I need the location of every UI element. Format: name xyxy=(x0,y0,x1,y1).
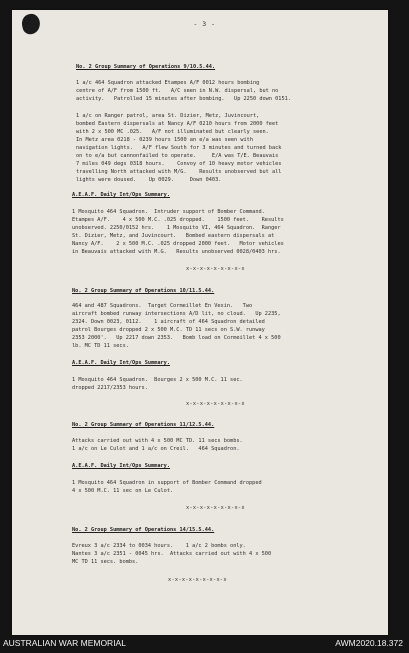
s5-line-2: 1 a/c on Le Culot and 1 a/c on Creil. 464 Squadron. xyxy=(72,446,240,452)
footer-accession-number: AWM2020.18.372 xyxy=(335,638,403,648)
s3-line-5: 2353 2000'. Up 2217 down 2353. Bomb load on Cormeillet 4 x 500 xyxy=(72,335,281,341)
s1-line-3: activity. Patrolled 15 minutes after bombing. Up 2250 down 0151. xyxy=(76,96,291,102)
s5-line-1: Attacks carried out with 4 x 500 MC TD. 11 secs bombs. xyxy=(72,438,243,444)
s1-p2-line-2: bombed Eastern dispersals at Nancy A/F 0210 hours from 2000 feet xyxy=(76,121,279,127)
separator: x-x-x-x-x-x-x-x-x xyxy=(186,505,245,511)
footer-institution: AUSTRALIAN WAR MEMORIAL xyxy=(3,638,126,648)
s7-line-3: MC TD 11 secs. bombs. xyxy=(72,559,139,565)
s4-line-1: 1 Mosquito 464 Squadron. Bourges 2 x 500 M.C. 11 sec. xyxy=(72,377,243,383)
separator: x-x-x-x-x-x-x-x-x xyxy=(186,401,245,407)
section-heading-aeaf-1: A.E.A.F. Daily Int/Ops Summary. xyxy=(72,192,170,198)
s1-p2-line-4: In Metz area 0218 - 0239 hours 1500 an e/a was seen with xyxy=(76,137,254,143)
s1-p2-line-9: lights were doused. Up 0029. Down 0403. xyxy=(76,177,222,183)
s1-p2-line-8: travelling North attacked with M/G. Results unobserved but all xyxy=(76,169,282,175)
s1-p2-line-1: 1 a/c on Ranger patrol, area St. Dizier, Metz, Juvincourt, xyxy=(76,113,260,119)
s3-line-2: aircraft bombed runway intersections A/D lit, no cloud. Up 2235, xyxy=(72,311,281,317)
s7-line-2: Nantes 3 a/c 2351 - 0045 hrs. Attacks carried out with 4 x 500 xyxy=(72,551,272,557)
section-heading-9-10-5-44: No. 2 Group Summary of Operations 9/10.5.44. xyxy=(76,64,216,70)
separator: x-x-x-x-x-x-x-x-x xyxy=(186,266,245,272)
section-heading-aeaf-3: A.E.A.F. Daily Int/Ops Summary. xyxy=(72,463,170,469)
s4-line-2: dropped 2217/2353 hours. xyxy=(72,385,148,391)
s2-line-6: in Beauvais attacked with M.G. Results unobserved 0028/0403 hrs. xyxy=(72,249,281,255)
section-heading-14-15-5-44: No. 2 Group Summary of Operations 14/15.5.44. xyxy=(72,527,215,533)
s1-p2-line-6: on to e/a but cannonfailed to operate. E/A was T/E. Beauvais xyxy=(76,153,279,159)
s3-line-1: 464 and 487 Squadrons. Target Cormeillet En Vexin. Two xyxy=(72,303,253,309)
s6-line-2: 4 x 500 M.C. 11 sec on Le Culot. xyxy=(72,488,174,494)
s1-p2-line-3: with 2 x 500 MC .025. A/F not illuminated but clearly seen. xyxy=(76,129,269,135)
s2-line-3: unobserved. 2250/0152 hrs. 1 Mosquito VI, 464 Squadron. Ranger xyxy=(72,225,281,231)
s3-line-3: 2324. Down 0023, 0112. 1 aircraft of 464 Squadron detailed xyxy=(72,319,265,325)
s6-line-1: 1 Mosquito 464 Squadron in support of Bomber Command dropped xyxy=(72,480,262,486)
section-heading-11-12-5-44: No. 2 Group Summary of Operations 11/12.5.44. xyxy=(72,422,215,428)
archive-footer xyxy=(0,636,409,653)
separator: x-x-x-x-x-x-x-x-x xyxy=(168,577,227,583)
s2-line-1: 1 Mosquito 464 Squadron. Intruder support of Bomber Command. xyxy=(72,209,265,215)
s3-line-4: patrol Bourges dropped 2 x 500 M.C. TD 11 secs on S.W. runway xyxy=(72,327,265,333)
s1-p2-line-5: navigation lights. A/F flew South for 3 minutes and turned back xyxy=(76,145,282,151)
s1-p2-line-7: 7 miles 049 degs 0318 hours. Convoy of 10 heavy motor vehicles xyxy=(76,161,282,167)
s3-line-6: lb. MC TD 11 secs. xyxy=(72,343,129,349)
section-heading-aeaf-2: A.E.A.F. Daily Int/Ops Summary. xyxy=(72,360,170,366)
s1-line-2: centre of A/F from 1500 ft. A/C seen in N.W. dispersal, but no xyxy=(76,88,279,94)
page-number: - 3 - xyxy=(193,20,216,28)
section-heading-10-11-5-44: No. 2 Group Summary of Operations 10/11.5.44. xyxy=(72,288,215,294)
s2-line-4: St. Dizier, Metz, and Juvincourt. Bombed eastern dispersals at xyxy=(72,233,275,239)
s2-line-2: Etampes A/F. 4 x 500 M.C. .025 dropped. 1500 feet. Results xyxy=(72,217,284,223)
s7-line-1: Evreux 3 a/c 2334 to 0034 hours. 1 a/c 2 bombs only. xyxy=(72,543,246,549)
s1-line-1: 1 a/c 464 Squadron attacked Etampes A/F 0012 hours bombing xyxy=(76,80,260,86)
s2-line-5: Nancy A/F. 2 x 500 M.C. .025 dropped 2000 feet. Motor vehicles xyxy=(72,241,284,247)
